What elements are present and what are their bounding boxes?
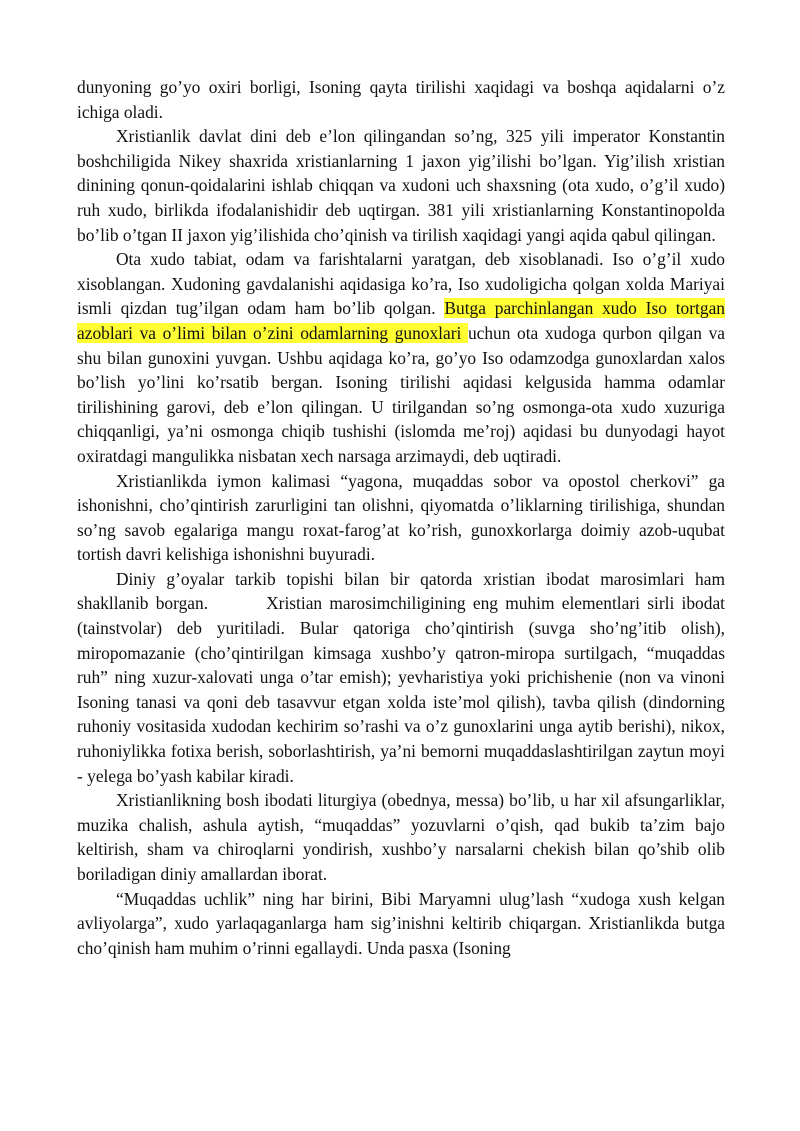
paragraph-1: dunyoning go’yo oxiri borligi, Isoning qayta tirilishi xaqidagi va boshqa aqidalarni o’z ichiga oladi. [77,77,725,122]
paragraph-2: Xristianlik davlat dini deb e’lon qilingandan so’ng, 325 yili imperator Konstantin boshchiligida Nikey shaxrida xristianlarning 1 jaxon yig’ilishi bo’lgan. Yig’ilish xristian dinining qonun-qoidalarini ishlab chiqqan va xudoni uch shaxsning (ota xudo, o’g’il xudo) ruh xudo, birlikda ifodalanishidir deb uqtirgan. 381 yili xristianlarning Konstantinopolda bo’lib o’tgan II jaxon yig’ilishida cho’qinish va tirilish xaqidagi yangi aqida qabul qilingan. [77,126,725,245]
paragraph-3-after: uchun ota xudoga qurbon qilgan va shu bilan gunoxini yuvgan. Ushbu aqidaga ko’ra, go’yo Iso odamzodga gunoxlardan xalos bo’lish yo’lini ko’rsatib bergan. Isoning tirilishi aqidasi kelgusida hamma odamlar tirilishining garovi, deb e’lon qilingan. U tirilgandan so’ng osmonga-ota xudo xuzuriga chiqqanligi, ya’ni osmonga chiqib tushishi (islomda me’roj) aqidasi bu dunyodagi hayot oxiratdagi mangulikka nisbatan xech narsaga arzimaydi, deb uqtiradi. [77,322,725,466]
document-page [77,75,730,960]
paragraph-7: “Muqaddas uchlik” ning har birini, Bibi Maryamni ulug’lash “xudoga xush kelgan avliyolarga”, xudo yarlaqaganlarga ham sig’inishni keltirib chiqargan. Xristianlikda butga cho’qinish ham muhim o’rinni egallaydi. Unda pasxa (Isoning [77,888,725,958]
paragraph-6: Xristianlikning bosh ibodati liturgiya (obednya, messa) bo’lib, u har xil afsungarliklar, muzika chalish, ashula aytish, “muqaddas” yozuvlarni o’qish, qad bukib ta’zim bajo keltirish, sham va chiroqlarni yondirish, xushbo’y narsalarni chekish bilan qo’shib olib boriladigan diniy amallardan iborat. [77,790,725,884]
highlighted-text: Butga parchinlangan xudo Iso tortgan azoblari va o’limi bilan o’zini odamlarning gunoxlari [77,298,725,343]
paragraph-5: Diniy g’oyalar tarkib topishi bilan bir qatorda xristian ibodat marosimlari ham shakllanib borgan. Xristian marosimchiligining eng muhim elementlari sirli ibodat (tainstvolar) deb yuritiladi. Bular qatoriga cho’qintirish (suvga sho’ng’itib olish), miropomazanie (cho’qintirilgan kimsaga xushbo’y qatron-miropa surtilgach, “muqaddas ruh” ning xuzur-xalovati unga o’tar emish); yevharistiya yoki prichishenie (non va vinoni Isoning tanasi va qoni deb tasavvur etgan xolda iste’mol qilish), tavba qilish (dindorning ruhoniy vositasida xudodan kechirim so’rashi va o’z gunoxlarini unga aytib berishi), nikox, ruhoniylikka fotixa berish, soborlashtirish, ya’ni bemorni muqaddaslashtirilgan zaytun moyi - yelega bo’yash kabilar kiradi. [77,568,730,786]
paragraph-4: Xristianlikda iymon kalimasi “yagona, muqaddas sobor va opostol cherkovi” ga ishonishni, cho’qintirish zarurligini tan olishni, qiyomatda o’liklarning tirilishiga, shundan so’ng savob egalariga mangu roxat-farog’at ko’rish, gunoxkorlarga doimiy azob-uqubat tortish davri kelishiga ishonishni buyuradi. [77,470,725,565]
paragraph-3-before: Ota xudo tabiat, odam va farishtalarni yaratgan, deb xisoblanadi. Iso o’g’il xudo xisoblangan. Xudoning gavdalanishi aqidasiga ko’ra, Iso xudoligicha qolgan xolda Mariyai ismli qizdan tug’ilgan odam ham bo’lib qolgan. [77,249,725,319]
paragraph-3 [77,247,725,468]
